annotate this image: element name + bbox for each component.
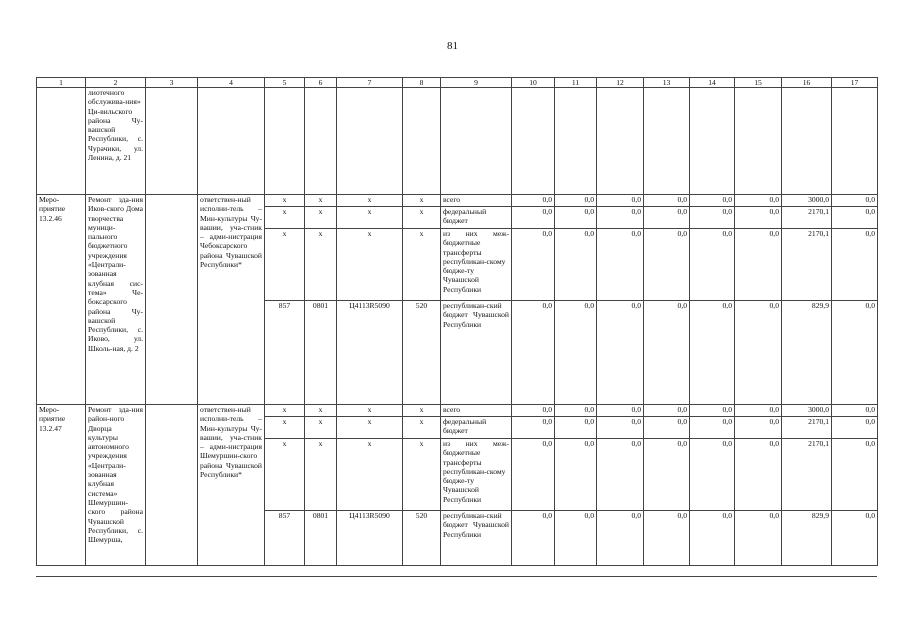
column-header-12: 12 bbox=[597, 78, 644, 88]
amount-cell: 2170,1 bbox=[782, 417, 832, 439]
amount-cell: 0,0 bbox=[690, 229, 735, 301]
amount-cell: 0,0 bbox=[555, 301, 597, 405]
code-cell-c6: 0801 bbox=[305, 511, 337, 566]
amount-cell: 0,0 bbox=[735, 301, 782, 405]
funding-source: федеральный бюджет bbox=[441, 417, 512, 439]
code-cell-c5: 857 bbox=[265, 301, 305, 405]
amount-cell: 0,0 bbox=[597, 195, 644, 207]
carry-over-row bbox=[37, 88, 878, 195]
code-cell-c5: x bbox=[265, 439, 305, 511]
amount-cell: 0,0 bbox=[555, 417, 597, 439]
column-header-17: 17 bbox=[832, 78, 878, 88]
event-label: Меро-приятие 13.2.47 bbox=[37, 405, 86, 566]
code-cell-c8: x bbox=[403, 405, 441, 417]
code-cell-c7: x bbox=[337, 405, 403, 417]
column-header-13: 13 bbox=[644, 78, 690, 88]
amount-cell: 0,0 bbox=[555, 405, 597, 417]
code-cell-c7: x bbox=[337, 439, 403, 511]
amount-cell: 0,0 bbox=[512, 229, 555, 301]
amount-cell: 0,0 bbox=[597, 207, 644, 229]
amount-cell: 0,0 bbox=[735, 207, 782, 229]
code-cell-c6: x bbox=[305, 417, 337, 439]
code-cell-c6: 0801 bbox=[305, 301, 337, 405]
amount-cell: 3000,0 bbox=[782, 405, 832, 417]
funding-source: из них меж-бюджетные трансферты республикан-скому бюдже-ту Чувашской Республики bbox=[441, 439, 512, 511]
amount-cell: 0,0 bbox=[597, 417, 644, 439]
amount-cell: 0,0 bbox=[735, 195, 782, 207]
amount-cell: 0,0 bbox=[644, 195, 690, 207]
amount-cell: 0,0 bbox=[690, 439, 735, 511]
code-cell-c5: x bbox=[265, 207, 305, 229]
column-header-5: 5 bbox=[265, 78, 305, 88]
funding-source: республикан-ский бюджет Чувашской Республики bbox=[441, 511, 512, 566]
code-cell-c7: Ц4113R5090 bbox=[337, 301, 403, 405]
amount-cell: 0,0 bbox=[555, 229, 597, 301]
amount-cell: 0,0 bbox=[597, 439, 644, 511]
amount-cell: 0,0 bbox=[690, 405, 735, 417]
amount-cell: 0,0 bbox=[644, 439, 690, 511]
column-header-10: 10 bbox=[512, 78, 555, 88]
code-cell-c8: 520 bbox=[403, 301, 441, 405]
amount-cell: 0,0 bbox=[735, 511, 782, 566]
column-header-9: 9 bbox=[441, 78, 512, 88]
event-col3 bbox=[146, 405, 198, 566]
amount-cell: 0,0 bbox=[644, 511, 690, 566]
code-cell-c6: x bbox=[305, 439, 337, 511]
amount-cell: 0,0 bbox=[555, 439, 597, 511]
column-number-header bbox=[37, 78, 878, 88]
event-col3 bbox=[146, 195, 198, 405]
event-executor: ответствен-ный исполни-тель – Мин-культуры Чу-вашии, уча-стник – адми-нистрация Чебоксарского района Чувашской Республики* bbox=[198, 195, 265, 405]
column-header-6: 6 bbox=[305, 78, 337, 88]
code-cell-c8: x bbox=[403, 229, 441, 301]
amount-cell: 0,0 bbox=[832, 511, 878, 566]
code-cell-c5: x bbox=[265, 195, 305, 207]
code-cell-c6: x bbox=[305, 195, 337, 207]
amount-cell: 0,0 bbox=[690, 195, 735, 207]
amount-cell: 0,0 bbox=[644, 405, 690, 417]
funding-source: федеральный бюджет bbox=[441, 207, 512, 229]
code-cell-c7: x bbox=[337, 207, 403, 229]
program-table bbox=[36, 77, 878, 566]
amount-cell: 0,0 bbox=[644, 301, 690, 405]
amount-cell: 0,0 bbox=[512, 207, 555, 229]
amount-cell: 0,0 bbox=[832, 229, 878, 301]
amount-cell: 0,0 bbox=[735, 417, 782, 439]
amount-cell: 0,0 bbox=[555, 195, 597, 207]
code-cell-c7: x bbox=[337, 195, 403, 207]
amount-cell: 0,0 bbox=[832, 405, 878, 417]
code-cell-c7: x bbox=[337, 417, 403, 439]
event-name: Ремонт зда-ния район-ного Дворца культуры автономного учреждения «Централи-зованная клубная система» Шемуршин-ского района Чувашской Республики, с. Шемурша, bbox=[86, 405, 146, 566]
amount-cell: 2170,1 bbox=[782, 439, 832, 511]
amount-cell: 0,0 bbox=[597, 511, 644, 566]
page-number: 81 bbox=[447, 40, 458, 52]
amount-cell: 0,0 bbox=[597, 229, 644, 301]
amount-cell: 829,9 bbox=[782, 301, 832, 405]
column-header-11: 11 bbox=[555, 78, 597, 88]
amount-cell: 3000,0 bbox=[782, 195, 832, 207]
amount-cell: 0,0 bbox=[735, 229, 782, 301]
funding-source: всего bbox=[441, 405, 512, 417]
code-cell-c6: x bbox=[305, 207, 337, 229]
amount-cell: 0,0 bbox=[690, 511, 735, 566]
code-cell-c5: x bbox=[265, 417, 305, 439]
amount-cell: 0,0 bbox=[735, 439, 782, 511]
code-cell-c5: x bbox=[265, 229, 305, 301]
amount-cell: 0,0 bbox=[512, 405, 555, 417]
code-cell-c8: 520 bbox=[403, 511, 441, 566]
carry-over-name: лиотечного обслужива-ния» Ци-вильского района Чу-вашской Республики, с. Чурачики, ул. Ленина, д. 21 bbox=[86, 88, 146, 195]
column-header-16: 16 bbox=[782, 78, 832, 88]
amount-cell: 0,0 bbox=[512, 195, 555, 207]
table-row bbox=[37, 405, 878, 417]
column-header-1: 1 bbox=[37, 78, 86, 88]
event-name: Ремонт зда-ния Иков-ского Дома творчества муници-пального бюджетного учреждения «Централи-зованная клубная сис-тема» Че-боксарского района Чу-вашской Республики, с. Иково, ул. Школь-ная, д. 2 bbox=[86, 195, 146, 405]
funding-source: всего bbox=[441, 195, 512, 207]
amount-cell: 0,0 bbox=[512, 439, 555, 511]
table-bottom-border bbox=[36, 576, 877, 577]
column-header-2: 2 bbox=[86, 78, 146, 88]
amount-cell: 0,0 bbox=[832, 195, 878, 207]
code-cell-c6: x bbox=[305, 405, 337, 417]
amount-cell: 0,0 bbox=[555, 207, 597, 229]
code-cell-c5: 857 bbox=[265, 511, 305, 566]
amount-cell: 0,0 bbox=[735, 405, 782, 417]
amount-cell: 0,0 bbox=[644, 229, 690, 301]
amount-cell: 2170,1 bbox=[782, 229, 832, 301]
event-executor: ответствен-ный исполни-тель – Мин-культуры Чу-вашии, уча-стник – адми-нистрация Шемуршин-ского района Чувашской Республики* bbox=[198, 405, 265, 566]
column-header-8: 8 bbox=[403, 78, 441, 88]
amount-cell: 0,0 bbox=[512, 301, 555, 405]
column-header-4: 4 bbox=[198, 78, 265, 88]
amount-cell: 0,0 bbox=[832, 207, 878, 229]
code-cell-c8: x bbox=[403, 417, 441, 439]
amount-cell: 0,0 bbox=[832, 439, 878, 511]
amount-cell: 0,0 bbox=[512, 417, 555, 439]
column-header-3: 3 bbox=[146, 78, 198, 88]
amount-cell: 0,0 bbox=[555, 511, 597, 566]
funding-source: из них меж-бюджетные трансферты республикан-скому бюдже-ту Чувашской Республики bbox=[441, 229, 512, 301]
code-cell-c7: x bbox=[337, 229, 403, 301]
code-cell-c8: x bbox=[403, 195, 441, 207]
event-label: Меро-приятие 13.2.46 bbox=[37, 195, 86, 405]
amount-cell: 0,0 bbox=[690, 417, 735, 439]
amount-cell: 0,0 bbox=[832, 417, 878, 439]
amount-cell: 0,0 bbox=[597, 405, 644, 417]
amount-cell: 0,0 bbox=[644, 417, 690, 439]
code-cell-c8: x bbox=[403, 207, 441, 229]
amount-cell: 2170,1 bbox=[782, 207, 832, 229]
amount-cell: 829,9 bbox=[782, 511, 832, 566]
code-cell-c6: x bbox=[305, 229, 337, 301]
code-cell-c7: Ц4113R5090 bbox=[337, 511, 403, 566]
column-header-15: 15 bbox=[735, 78, 782, 88]
amount-cell: 0,0 bbox=[644, 207, 690, 229]
column-header-7: 7 bbox=[337, 78, 403, 88]
amount-cell: 0,0 bbox=[832, 301, 878, 405]
amount-cell: 0,0 bbox=[690, 207, 735, 229]
funding-source: республикан-ский бюджет Чувашской Республики bbox=[441, 301, 512, 405]
table-row bbox=[37, 195, 878, 207]
column-header-14: 14 bbox=[690, 78, 735, 88]
amount-cell: 0,0 bbox=[690, 301, 735, 405]
amount-cell: 0,0 bbox=[597, 301, 644, 405]
amount-cell: 0,0 bbox=[512, 511, 555, 566]
code-cell-c5: x bbox=[265, 405, 305, 417]
code-cell-c8: x bbox=[403, 439, 441, 511]
